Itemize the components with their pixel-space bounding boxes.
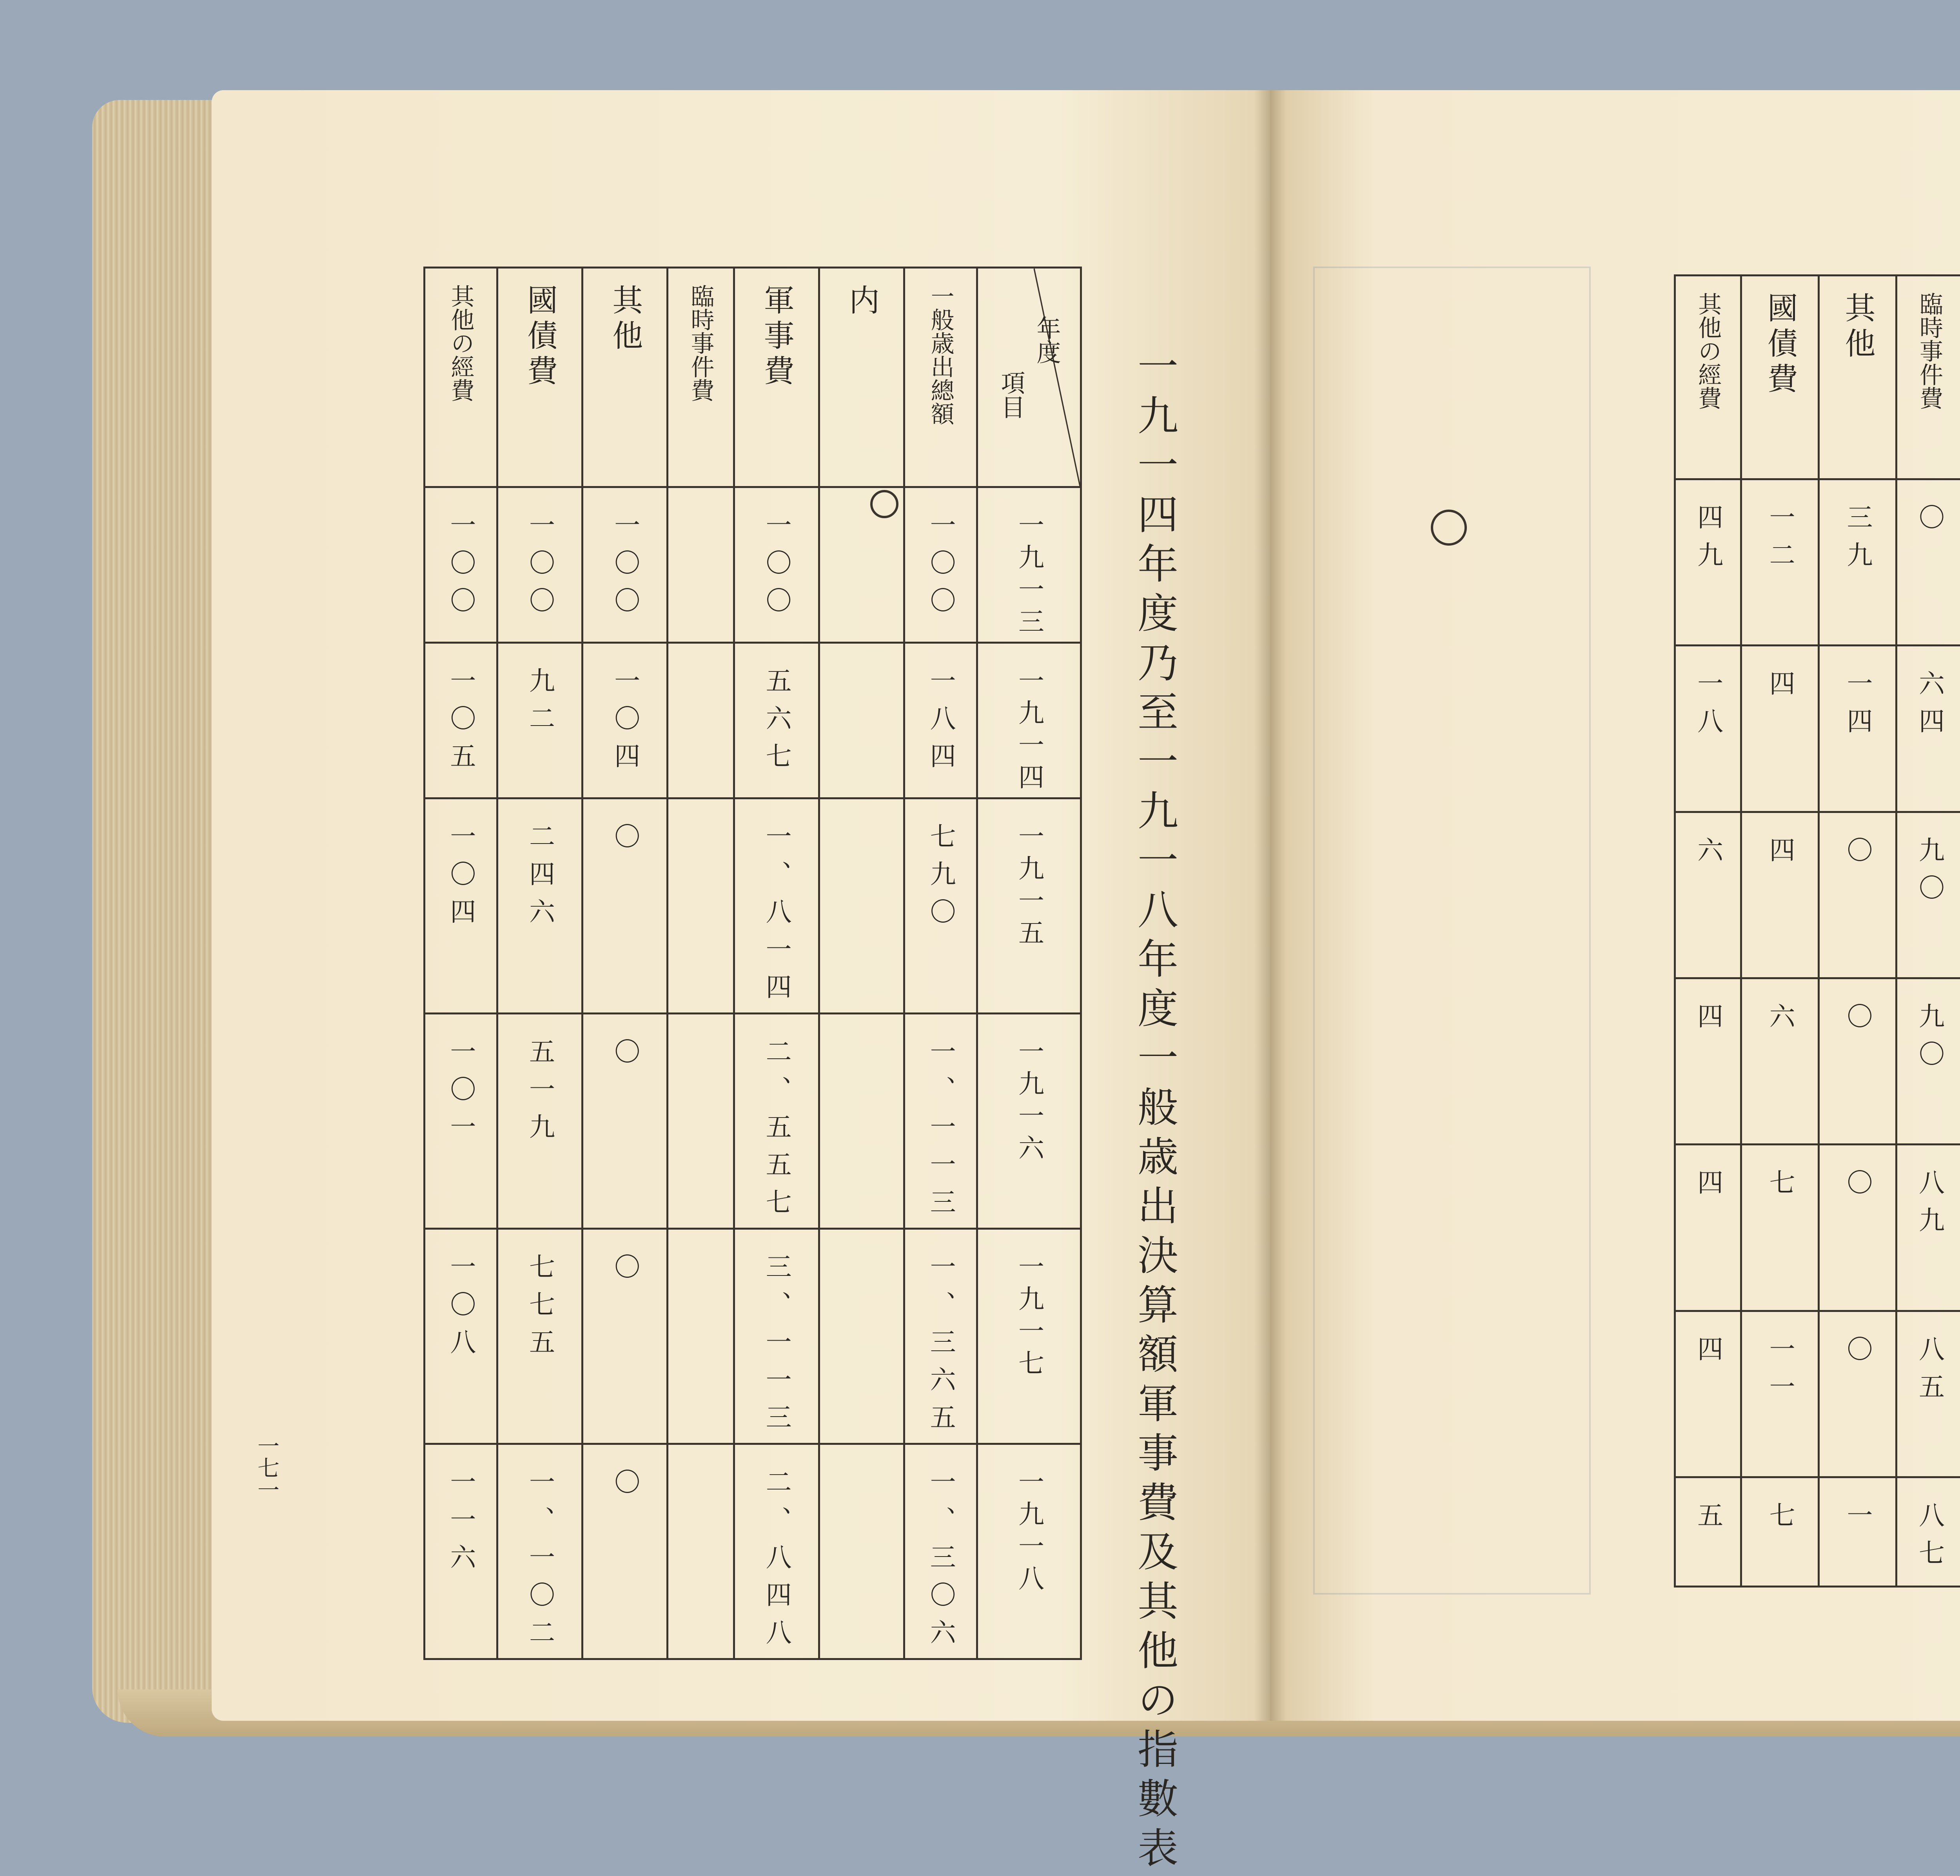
- year-cell: [977, 487, 1081, 643]
- cell-value: 一〇一: [442, 1014, 479, 1151]
- table-row: [1675, 1145, 1960, 1311]
- cell-value: 一〇〇: [606, 488, 644, 624]
- row-label-cell: [1896, 276, 1960, 479]
- cell-value: 一、八一四: [758, 799, 795, 1011]
- value-cell: [734, 1444, 819, 1659]
- row-label-cell: [425, 268, 497, 487]
- value-cell: [1819, 1311, 1896, 1477]
- value-cell: [904, 487, 977, 643]
- cell-value: 四: [1690, 1145, 1727, 1207]
- cell-value: 一〇四: [606, 644, 644, 780]
- row-label-cell: [904, 268, 977, 487]
- row-label: 國債費: [1758, 276, 1802, 398]
- page-block-left-edge: [92, 100, 221, 1723]
- value-cell: [668, 643, 734, 798]
- cell-value: 七七五: [521, 1230, 558, 1366]
- table-row: [425, 798, 1081, 1014]
- row-label: 一般歳出總額: [924, 269, 958, 425]
- value-cell: [668, 1444, 734, 1659]
- cell-value: 九二: [521, 644, 558, 742]
- value-cell: [1675, 646, 1741, 812]
- cell-value: 七: [1761, 1478, 1798, 1539]
- table-row: [425, 643, 1081, 798]
- row-label: 其他の經費: [444, 269, 477, 402]
- value-cell: [734, 798, 819, 1014]
- table-row: [1675, 812, 1960, 978]
- value-cell: [668, 487, 734, 643]
- cell-value: 〇: [606, 799, 644, 860]
- value-cell: [819, 1229, 904, 1444]
- cell-value: 一、一〇二: [521, 1445, 558, 1656]
- value-cell: [583, 487, 668, 643]
- year-label: 一九一五: [1011, 799, 1048, 951]
- header-item-label: 項目: [994, 370, 1029, 419]
- row-label-cell: [1675, 276, 1741, 479]
- cell-value: 〇: [1839, 979, 1876, 1040]
- cell-value: 六四: [1911, 646, 1948, 745]
- row-label-cell: [583, 268, 668, 487]
- table-row: [1675, 978, 1960, 1144]
- value-cell: [1896, 646, 1960, 812]
- cell-value: 一、一一三: [922, 1014, 959, 1226]
- value-cell: [1896, 1311, 1960, 1477]
- cell-value: 二、五五七: [758, 1014, 795, 1226]
- value-cell: [1896, 812, 1960, 978]
- value-cell: [819, 1014, 904, 1229]
- value-cell: [1675, 1145, 1741, 1311]
- value-cell: [1896, 479, 1960, 646]
- value-cell: [1675, 479, 1741, 646]
- cell-value: 〇: [1911, 480, 1948, 541]
- value-cell: [1675, 978, 1741, 1144]
- cell-value: 八五: [1911, 1312, 1948, 1411]
- value-cell: [904, 643, 977, 798]
- row-label: 内: [840, 269, 884, 319]
- cell-value: 二四六: [521, 799, 558, 936]
- value-cell: [668, 1014, 734, 1229]
- row-label-cell: [668, 268, 734, 487]
- row-label-cell: [819, 268, 904, 487]
- cell-value: 四: [1690, 1312, 1727, 1373]
- value-cell: [734, 1014, 819, 1229]
- header-year-label: 年度: [1029, 316, 1064, 364]
- table-row: [1675, 1477, 1960, 1586]
- value-cell: [1741, 1145, 1819, 1311]
- value-cell: [583, 1229, 668, 1444]
- value-cell: [1819, 646, 1896, 812]
- value-cell: [734, 1229, 819, 1444]
- cell-value: 五一九: [521, 1014, 558, 1151]
- cell-value: 〇: [606, 1014, 644, 1076]
- cell-value: 一〇〇: [758, 488, 795, 624]
- year-label: 一九一七: [1011, 1230, 1048, 1382]
- value-cell: [425, 643, 497, 798]
- value-cell: [819, 798, 904, 1014]
- row-label: 其他の經費: [1691, 276, 1725, 410]
- value-cell: [583, 798, 668, 1014]
- cell-value: 一八: [1690, 646, 1727, 745]
- cell-value: 一: [1839, 1478, 1876, 1539]
- value-cell: [497, 1444, 582, 1659]
- table-row: [425, 1444, 1081, 1659]
- row-label: 其他: [1836, 276, 1880, 363]
- value-cell: [1819, 479, 1896, 646]
- value-cell: [583, 643, 668, 798]
- row-label: 其他: [603, 269, 647, 355]
- cell-value: 七九〇: [922, 799, 959, 936]
- cell-value: 一二: [1761, 480, 1798, 579]
- value-cell: [904, 1014, 977, 1229]
- cell-value: 一、三〇六: [922, 1445, 959, 1656]
- value-cell: [425, 1014, 497, 1229]
- table-row: [1675, 1311, 1960, 1477]
- cell-value: 九〇: [1911, 813, 1948, 912]
- value-cell: [425, 1229, 497, 1444]
- value-cell: [668, 798, 734, 1014]
- cell-value: 四: [1690, 979, 1727, 1040]
- cell-value: 七: [1761, 1145, 1798, 1207]
- year-cell: [977, 1444, 1081, 1659]
- cell-value: 一、三六五: [922, 1230, 959, 1441]
- value-cell: [668, 1229, 734, 1444]
- value-cell: [1675, 1311, 1741, 1477]
- row-label-cell: [1819, 276, 1896, 479]
- value-cell: [425, 1444, 497, 1659]
- cell-value: 一一六: [442, 1445, 479, 1581]
- table-row: [1675, 479, 1960, 646]
- bleed-through-shadow: [1313, 267, 1591, 1595]
- table-row: [425, 487, 1081, 643]
- value-cell: [1741, 1311, 1819, 1477]
- value-cell: [1896, 1145, 1960, 1311]
- value-cell: [583, 1014, 668, 1229]
- value-cell: [1741, 812, 1819, 978]
- cell-value: 六: [1761, 979, 1798, 1040]
- year-label: 一九一八: [1011, 1445, 1048, 1597]
- year-cell: [977, 1229, 1081, 1444]
- row-label: 臨時事件費: [1913, 276, 1946, 410]
- value-cell: [425, 798, 497, 1014]
- header-corner-cell: [977, 268, 1081, 487]
- year-cell: [977, 643, 1081, 798]
- cell-value: 一〇四: [442, 799, 479, 936]
- value-cell: [1675, 812, 1741, 978]
- value-cell: [1741, 479, 1819, 646]
- year-label: 一九一四: [1011, 644, 1048, 796]
- cell-value: 九〇: [1911, 979, 1948, 1078]
- cell-value: 〇: [606, 1230, 644, 1291]
- value-cell: [1819, 1477, 1896, 1586]
- page-number-left: 一七一: [251, 1435, 282, 1500]
- cell-value: 三九: [1839, 480, 1876, 579]
- value-cell: [497, 798, 582, 1014]
- cell-value: 八九: [1911, 1145, 1948, 1244]
- row-label-cell: [497, 268, 582, 487]
- value-cell: [1896, 1477, 1960, 1586]
- circle-stamp-mark-right: [1431, 510, 1467, 546]
- row-label: 軍事費: [755, 269, 799, 390]
- value-cell: [497, 487, 582, 643]
- value-cell: [734, 643, 819, 798]
- value-cell: [497, 1229, 582, 1444]
- value-cell: [819, 1444, 904, 1659]
- year-cell: [977, 798, 1081, 1014]
- value-cell: [1819, 978, 1896, 1144]
- year-cell: [977, 1014, 1081, 1229]
- value-cell: [819, 643, 904, 798]
- cell-value: 〇: [1839, 1145, 1876, 1207]
- cell-value: 八七: [1911, 1478, 1948, 1577]
- cell-value: 五六七: [758, 644, 795, 780]
- cell-value: 四: [1761, 813, 1798, 874]
- value-cell: [1819, 1145, 1896, 1311]
- cell-value: 〇: [1839, 813, 1876, 874]
- year-label: 一九一六: [1011, 1014, 1048, 1167]
- cell-value: 一八四: [922, 644, 959, 780]
- cell-value: 一〇〇: [922, 488, 959, 624]
- cell-value: 四九: [1690, 480, 1727, 579]
- cell-value: 六: [1690, 813, 1727, 874]
- book-gutter: [1254, 90, 1286, 1721]
- value-cell: [819, 487, 904, 643]
- value-cell: [734, 487, 819, 643]
- cell-value: 〇: [1839, 1312, 1876, 1373]
- header-diagonal-line: [978, 269, 1080, 486]
- cell-value: 一〇〇: [442, 488, 479, 624]
- year-label: 一九一三: [1011, 488, 1048, 640]
- row-label: 臨時事件費: [684, 269, 717, 402]
- table-row: [1675, 646, 1960, 812]
- value-cell: [425, 487, 497, 643]
- row-label: 國債費: [518, 269, 562, 390]
- value-cell: [1741, 978, 1819, 1144]
- table-row: [425, 1014, 1081, 1229]
- cell-value: 一〇〇: [521, 488, 558, 624]
- value-cell: [904, 1444, 977, 1659]
- value-cell: [1896, 978, 1960, 1144]
- value-cell: [1819, 812, 1896, 978]
- cell-value: 三、一一三: [758, 1230, 795, 1441]
- cell-value: 一四: [1839, 646, 1876, 745]
- value-cell: [904, 1229, 977, 1444]
- cell-value: 二、八四八: [758, 1445, 795, 1656]
- value-cell: [497, 1014, 582, 1229]
- cell-value: 五: [1690, 1478, 1727, 1539]
- cell-value: 〇: [606, 1445, 644, 1506]
- table-title: 一九一四年度乃至一九一八年度一般歳出決算額軍事費及其他の指數表: [1125, 345, 1184, 1876]
- value-cell: [1675, 1477, 1741, 1586]
- cell-value: 四: [1761, 646, 1798, 708]
- index-table-left: [423, 267, 1082, 1660]
- value-cell: [904, 798, 977, 1014]
- row-label-cell: [734, 268, 819, 487]
- cell-value: 一〇八: [442, 1230, 479, 1366]
- row-label-cell: [1741, 276, 1819, 479]
- cell-value: 一〇五: [442, 644, 479, 780]
- value-cell: [1741, 646, 1819, 812]
- value-cell: [1741, 1477, 1819, 1586]
- cell-value: 一一: [1761, 1312, 1798, 1411]
- value-cell: [497, 643, 582, 798]
- value-cell: [583, 1444, 668, 1659]
- index-table-right: [1674, 274, 1960, 1588]
- table-row: [425, 1229, 1081, 1444]
